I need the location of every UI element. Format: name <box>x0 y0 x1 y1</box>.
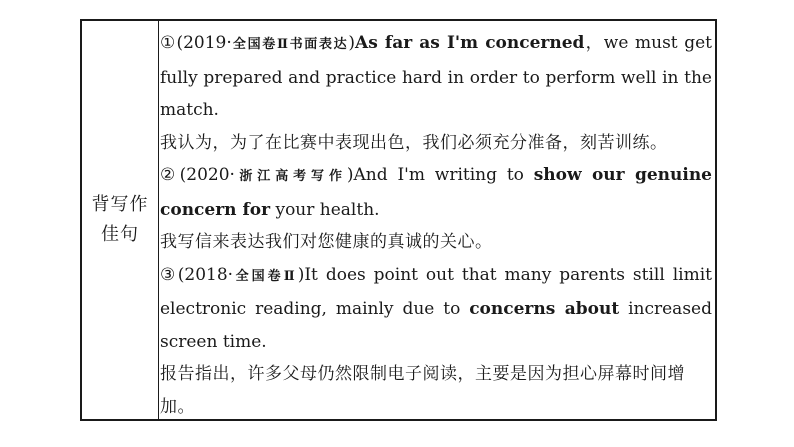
example-3-source: 全国卷Ⅱ <box>233 268 298 284</box>
example-2-source: 浙江高考写作 <box>234 169 347 184</box>
example-3-phrase: concerns about <box>469 299 620 319</box>
writing-examples-table <box>80 19 717 421</box>
example-1-english: ①(2019·全国卷Ⅱ书面表达)As far as I'm concerned，we must get fully prepared and practice hard in order to perform well in the match. <box>160 33 712 120</box>
row-label-line2: 佳句 <box>101 224 139 245</box>
example-2-english: ②(2020·浙江高考写作)And I'm writing to show our genuine concern for your health. <box>160 165 713 220</box>
examples-content <box>160 27 712 423</box>
column-divider <box>158 21 159 419</box>
row-label <box>82 21 158 419</box>
example-2-phrase: show our genuine concern for <box>160 165 713 220</box>
example-1-source: 全国卷Ⅱ书面表达 <box>231 37 349 52</box>
example-3-english: ③(2018·全国卷Ⅱ)It does point out that many parents still limit electronic reading, mainly due to concerns about increased screen time. <box>160 264 712 352</box>
example-1-phrase: As far as I'm concerned <box>355 33 585 53</box>
example-3-translation: 报告指出，许多父母仍然限制电子阅读，主要是因为担心屏幕时间增加。 <box>160 364 685 417</box>
example-1-translation: 我认为，为了在比赛中表现出色，我们必须充分准备，刻苦训练。 <box>160 132 668 153</box>
example-2-translation: 我写信来表达我们对您健康的真诚的关心。 <box>160 232 493 252</box>
row-label-line1: 背写作 <box>91 194 149 215</box>
